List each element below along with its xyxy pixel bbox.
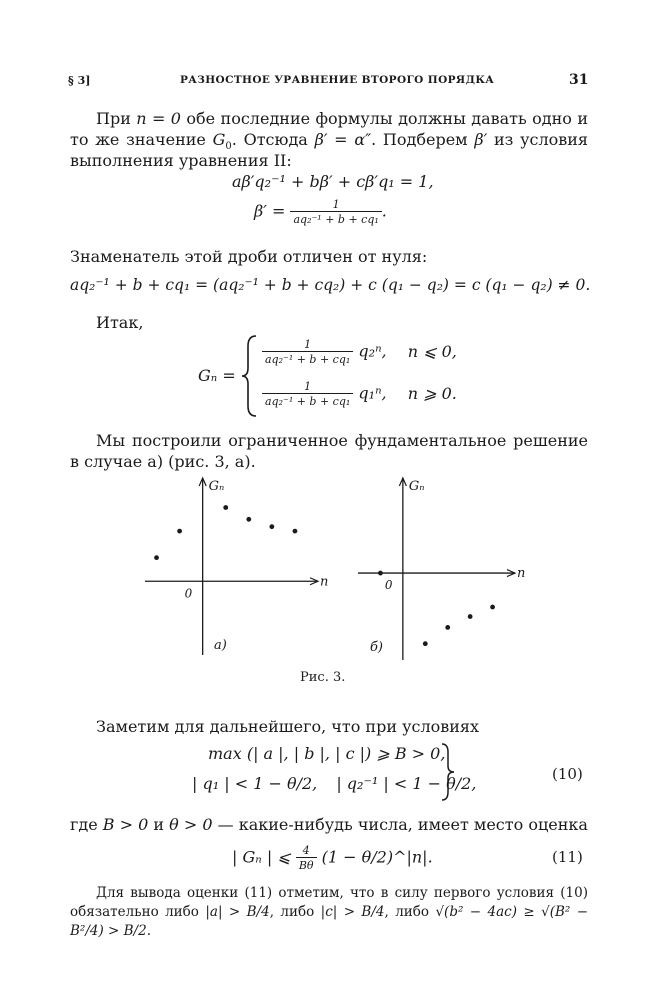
fraction-denominator: aq₂⁻¹ + b + cq₁ xyxy=(290,211,381,226)
text-run: . Подберем xyxy=(371,130,475,149)
right-brace xyxy=(440,742,456,802)
fraction-denominator: aq₂⁻¹ + b + cq₁ xyxy=(262,393,353,408)
text-run: Мы построили ограниченное фундаментальное решение в случае а) (рис. 3, а). xyxy=(70,431,588,471)
y-axis-label: Gₙ xyxy=(408,479,425,494)
text-run: — какие-нибудь числа, имеет место оценка xyxy=(212,815,588,834)
math-inline: β′ = α″ xyxy=(314,130,372,149)
condition-q1: | q₁ | < 1 − θ/2, xyxy=(192,774,318,793)
fraction-numerator: 1 xyxy=(304,380,312,393)
data-point xyxy=(293,529,298,534)
text-run: Для вывода оценки (11) отметим, что в силу первого условия (10) обязательно либо xyxy=(70,885,588,920)
panel-a xyxy=(145,478,328,655)
text-run: . Отсюда xyxy=(231,130,315,149)
eq-lhs: | Gₙ | ⩽ xyxy=(232,847,291,867)
fraction-numerator: 1 xyxy=(304,338,312,351)
paragraph-3 xyxy=(70,312,588,333)
figure-caption: Рис. 3. xyxy=(300,670,346,685)
text-run: Итак, xyxy=(96,313,144,332)
left-brace xyxy=(240,334,260,418)
figure-3 xyxy=(0,470,650,670)
eq-condition: n ⩾ 0. xyxy=(407,383,457,403)
gn-case-1 xyxy=(262,338,457,366)
text-run: обе последние формулы должны давать одно и то же значение xyxy=(70,109,589,149)
math-inline: |c| > B/4 xyxy=(320,904,385,920)
estimate-gn xyxy=(232,844,433,872)
fraction-denominator: Bθ xyxy=(296,857,317,872)
math-subscript: 0 xyxy=(225,141,232,153)
eq-lhs: β′ = xyxy=(254,201,291,221)
text-run: , либо xyxy=(384,904,436,920)
page-number: 31 xyxy=(569,72,589,88)
x-axis-label: n xyxy=(320,574,329,590)
text-run: где xyxy=(70,815,103,834)
math-inline: B > 0 xyxy=(102,815,149,834)
origin-label: 0 xyxy=(184,586,193,601)
data-point xyxy=(490,605,495,610)
text-run: из условия выполнения уравнения II: xyxy=(70,130,589,170)
data-point xyxy=(269,524,274,529)
panel-a-label: а) xyxy=(214,638,227,653)
data-point xyxy=(154,555,159,560)
data-point xyxy=(246,517,251,522)
equation-beta-value xyxy=(254,198,387,226)
fraction-numerator: 4 xyxy=(302,844,310,857)
equation-number-10: (10) xyxy=(552,765,583,783)
condition-q xyxy=(192,774,476,793)
math-inline: θ > 0 xyxy=(169,815,213,834)
y-axis-label: Gₙ xyxy=(208,479,225,494)
math-inline: G xyxy=(212,130,226,149)
math-inline: √(b² − 4ac) ≥ √(B² − B²/4) > B/2 xyxy=(70,904,589,939)
text-run: и xyxy=(148,815,170,834)
paragraph-7 xyxy=(70,884,588,941)
gn-lhs: Gₙ = xyxy=(198,366,236,385)
condition-max: max (| a |, | b |, | c |) ⩾ B > 0, xyxy=(208,744,446,763)
paragraph-2 xyxy=(70,246,588,267)
text-run: Заметим для дальнейшего, что при условиях xyxy=(96,717,480,736)
data-point xyxy=(378,571,383,576)
text-run: . xyxy=(146,923,151,939)
condition-q2: | q₂⁻¹ | < 1 − θ/2, xyxy=(336,774,477,793)
eq-tail: q₁ⁿ, xyxy=(358,383,387,403)
equation-denominator-nonzero: aq₂⁻¹ + b + cq₁ = (aq₂⁻¹ + b + cq₂) + c (q₁ − q₂) = c (q₁ − q₂) ≠ 0. xyxy=(70,276,591,294)
panel-b xyxy=(358,478,525,660)
eq-tail: (1 − θ/2)^|n|. xyxy=(321,847,433,867)
math-inline: β′ xyxy=(474,130,488,149)
paragraph-1 xyxy=(70,108,588,171)
text-run: , либо xyxy=(269,904,321,920)
fraction-numerator: 1 xyxy=(332,198,340,211)
running-title: РАЗНОСТНОЕ УРАВНЕНИЕ ВТОРОГО ПОРЯДКА xyxy=(180,74,495,86)
math-inline: |a| > B/4 xyxy=(205,904,270,920)
data-point xyxy=(445,625,450,630)
data-point xyxy=(223,505,228,510)
eq-condition: n ⩽ 0, xyxy=(407,341,457,361)
gn-case-2 xyxy=(262,380,457,408)
data-point xyxy=(177,529,182,534)
fraction-denominator: aq₂⁻¹ + b + cq₁ xyxy=(262,351,353,366)
paragraph-6 xyxy=(70,814,588,835)
eq-tail: q₂ⁿ, xyxy=(358,341,387,361)
text-run: При xyxy=(96,109,137,128)
paragraph-5 xyxy=(70,716,588,737)
data-point xyxy=(468,614,473,619)
data-point xyxy=(423,641,428,646)
fraction xyxy=(262,380,353,408)
equation-number-11: (11) xyxy=(552,848,583,866)
text-run: Знаменатель этой дроби отличен от нуля: xyxy=(70,247,428,266)
math-inline: n = 0 xyxy=(136,109,181,128)
fraction xyxy=(290,198,381,226)
fraction xyxy=(262,338,353,366)
fraction xyxy=(296,844,317,872)
equation-beta-condition: aβ′q₂⁻¹ + bβ′ + cβ′q₁ = 1, xyxy=(232,172,434,191)
eq-tail: . xyxy=(381,201,387,221)
section-marker: § 3] xyxy=(68,74,91,87)
origin-label: 0 xyxy=(384,578,393,593)
panel-b-label: б) xyxy=(370,640,384,655)
x-axis-label: n xyxy=(517,566,526,582)
paragraph-4 xyxy=(70,430,588,472)
